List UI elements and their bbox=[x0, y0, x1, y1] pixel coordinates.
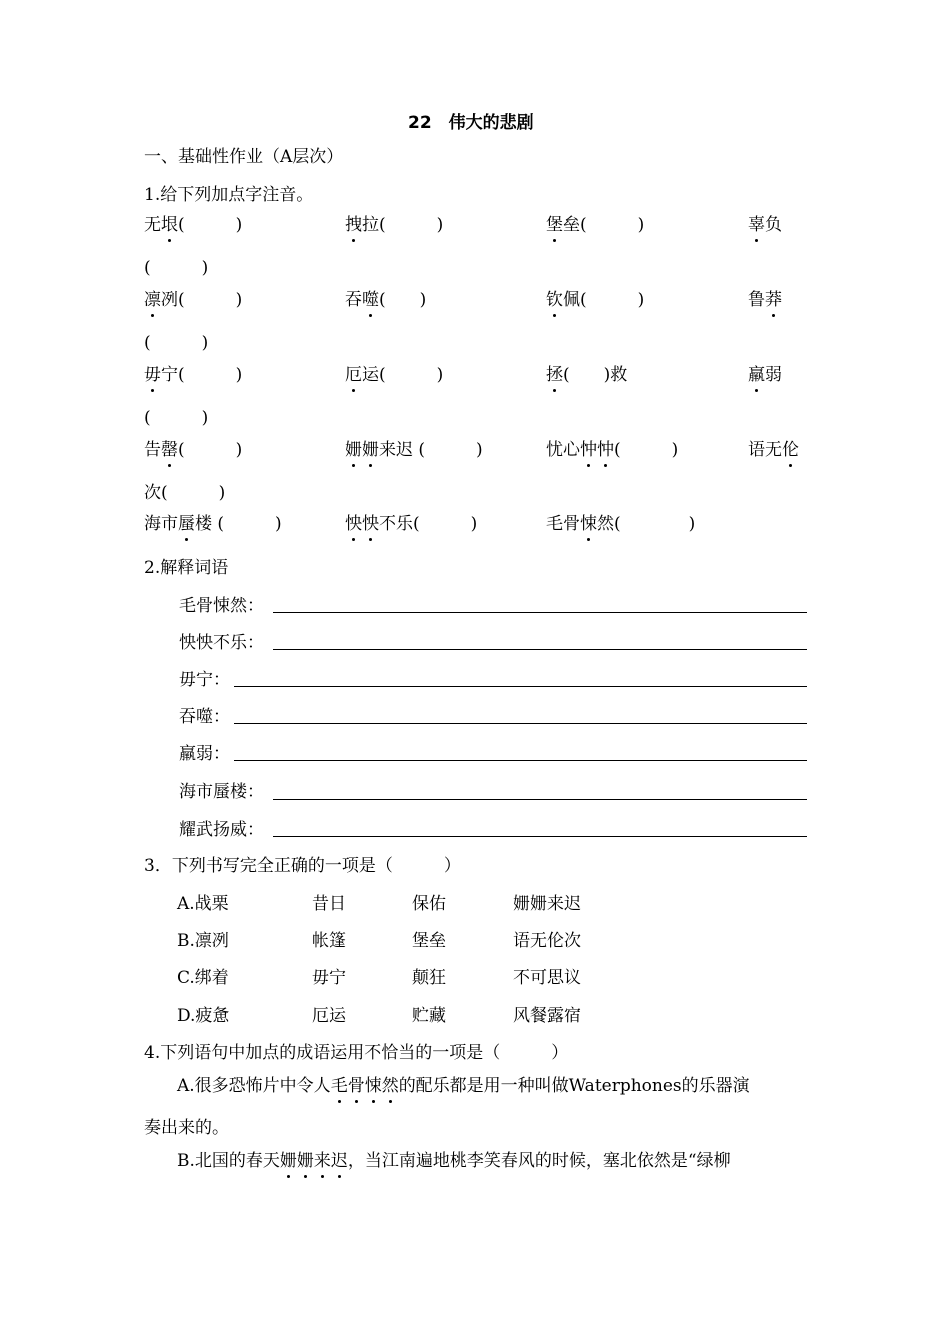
q1-item-label: 厄运 bbox=[345, 365, 379, 385]
answer-blank[interactable]: ( ) bbox=[413, 440, 483, 460]
q1-item bbox=[546, 364, 627, 386]
q1-item-label: 怏怏不乐 bbox=[345, 514, 413, 534]
q4-b-text: B.北国的春天 bbox=[177, 1151, 280, 1171]
answer-blank[interactable]: ( ) bbox=[614, 514, 696, 534]
q1-item-label: 忧心忡忡 bbox=[546, 440, 614, 460]
q4-a-dotted-idiom: 毛骨悚然 bbox=[330, 1076, 399, 1096]
q1-item-label: 次 bbox=[144, 483, 161, 503]
q4-b-text: ，当江南遍地桃李笑春风的时候，塞北依然是“绿柳 bbox=[347, 1151, 731, 1171]
q3-option-word: 毋宁 bbox=[312, 968, 346, 988]
q4-option-a[interactable] bbox=[177, 1075, 750, 1097]
answer-line[interactable] bbox=[234, 686, 807, 687]
answer-blank[interactable]: ( ) bbox=[379, 290, 427, 310]
q2-term: 吞噬： bbox=[179, 707, 230, 727]
q1-item bbox=[345, 439, 483, 461]
q3-option-word: 风餐露宿 bbox=[513, 1006, 581, 1026]
q1-item bbox=[748, 439, 799, 461]
q1-item bbox=[144, 513, 282, 535]
q3-option-word: 姗姗来迟 bbox=[513, 894, 581, 914]
q1-item bbox=[546, 289, 644, 311]
q1-item bbox=[546, 439, 678, 461]
q3-option-word: 帐篷 bbox=[312, 931, 346, 951]
q1-item-label: 凛冽 bbox=[144, 290, 178, 310]
q1-item-label: 钦佩 bbox=[546, 290, 580, 310]
q4-a-text: 的配乐都是用一种叫做Waterphones的乐器演 bbox=[398, 1076, 750, 1096]
q3-option-word: 保佑 bbox=[412, 894, 446, 914]
q1-item-label: 拯 bbox=[546, 365, 563, 385]
q1-item-label: 毛骨悚然 bbox=[546, 514, 614, 534]
q3-option-word: 语无伦次 bbox=[513, 931, 581, 951]
answer-blank[interactable]: ( ) bbox=[580, 290, 645, 310]
q4-a-text: A.很多恐怖片中令人 bbox=[177, 1076, 331, 1096]
q1-item bbox=[748, 214, 782, 236]
q1-prompt: 1.给下列加点字注音。 bbox=[144, 185, 314, 205]
answer-line[interactable] bbox=[234, 760, 807, 761]
page-title: 22 伟大的悲剧 bbox=[408, 113, 534, 133]
answer-blank[interactable]: ( ) bbox=[614, 440, 679, 460]
q1-item bbox=[546, 513, 695, 535]
q3-option-word: 昔日 bbox=[312, 894, 346, 914]
answer-line[interactable] bbox=[273, 612, 807, 613]
q1-item bbox=[144, 289, 242, 311]
q1-item-label: 海市蜃楼 bbox=[144, 514, 212, 534]
q3-option-word[interactable]: B.凛冽 bbox=[177, 931, 229, 951]
answer-line[interactable] bbox=[273, 649, 807, 650]
answer-blank[interactable]: ( ) bbox=[178, 365, 243, 385]
answer-blank[interactable]: ( ) bbox=[178, 290, 243, 310]
q1-item-label: 堡垒 bbox=[546, 215, 580, 235]
q1-item bbox=[345, 289, 426, 311]
q4-option-a-cont: 奏出来的。 bbox=[144, 1118, 229, 1138]
q3-option-word: 贮藏 bbox=[412, 1006, 446, 1026]
answer-blank[interactable]: ( ) bbox=[379, 215, 444, 235]
answer-line[interactable] bbox=[273, 799, 807, 800]
q2-prompt: 2.解释词语 bbox=[144, 558, 229, 578]
q1-item bbox=[748, 364, 782, 386]
q2-term: 耀武扬威： bbox=[179, 820, 264, 840]
section-heading: 一、基础性作业（A层次） bbox=[144, 147, 344, 167]
q1-item-label: 辜负 bbox=[748, 215, 782, 235]
q1-item-label: 吞噬 bbox=[345, 290, 379, 310]
q3-option-word: 厄运 bbox=[312, 1006, 346, 1026]
q2-term: 毛骨悚然： bbox=[179, 596, 264, 616]
q3-option-word: 堡垒 bbox=[412, 931, 446, 951]
answer-blank[interactable]: ( ) bbox=[178, 215, 243, 235]
q2-term: 海市蜃楼： bbox=[179, 782, 264, 802]
q3-option-word[interactable]: D.疲惫 bbox=[177, 1006, 230, 1026]
q4-option-b[interactable] bbox=[177, 1150, 731, 1172]
q3-option-word: 不可思议 bbox=[513, 968, 581, 988]
q1-item bbox=[748, 289, 782, 311]
q1-item bbox=[345, 364, 443, 386]
answer-blank[interactable]: ( ) bbox=[144, 258, 209, 278]
answer-line[interactable] bbox=[234, 723, 807, 724]
q3-prompt: 3．下列书写完全正确的一项是（ ） bbox=[144, 856, 461, 876]
q2-term: 怏怏不乐： bbox=[179, 633, 264, 653]
q1-item-label: 鲁莽 bbox=[748, 290, 782, 310]
q1-item bbox=[144, 214, 242, 236]
q1-item-label: 羸弱 bbox=[748, 365, 782, 385]
q1-item-label: 姗姗来迟 bbox=[345, 440, 413, 460]
q3-option-word[interactable]: A.战栗 bbox=[177, 894, 229, 914]
q3-option-word: 颠狂 bbox=[412, 968, 446, 988]
q1-item-label: 语无伦 bbox=[748, 440, 799, 460]
q1-item-label: 毋宁 bbox=[144, 365, 178, 385]
q4-b-dotted-idiom: 姗姗来迟 bbox=[279, 1151, 348, 1171]
q1-item bbox=[345, 214, 443, 236]
q1-item bbox=[144, 482, 225, 504]
q1-item bbox=[144, 439, 242, 461]
q1-item-label: 拽拉 bbox=[345, 215, 379, 235]
answer-blank[interactable]: ( ) bbox=[161, 483, 226, 503]
answer-line[interactable] bbox=[273, 836, 807, 837]
answer-blank[interactable]: ( )救 bbox=[563, 365, 628, 385]
answer-blank[interactable]: ( ) bbox=[212, 514, 282, 534]
answer-blank[interactable]: ( ) bbox=[379, 365, 444, 385]
answer-blank[interactable]: ( ) bbox=[580, 215, 645, 235]
q1-item-label: 告罄 bbox=[144, 440, 178, 460]
answer-blank[interactable]: ( ) bbox=[178, 440, 243, 460]
answer-blank[interactable]: ( ) bbox=[144, 333, 209, 353]
q1-item bbox=[546, 214, 644, 236]
q2-term: 羸弱： bbox=[179, 744, 230, 764]
q4-prompt: 4.下列语句中加点的成语运用不恰当的一项是（ ） bbox=[144, 1043, 569, 1063]
q1-item bbox=[345, 513, 477, 535]
q1-item bbox=[144, 364, 242, 386]
answer-blank[interactable]: ( ) bbox=[144, 408, 209, 428]
q1-item-label: 无垠 bbox=[144, 215, 178, 235]
answer-blank[interactable]: ( ) bbox=[413, 514, 478, 534]
q2-term: 毋宁： bbox=[179, 670, 230, 690]
q3-option-word[interactable]: C.绑着 bbox=[177, 968, 229, 988]
